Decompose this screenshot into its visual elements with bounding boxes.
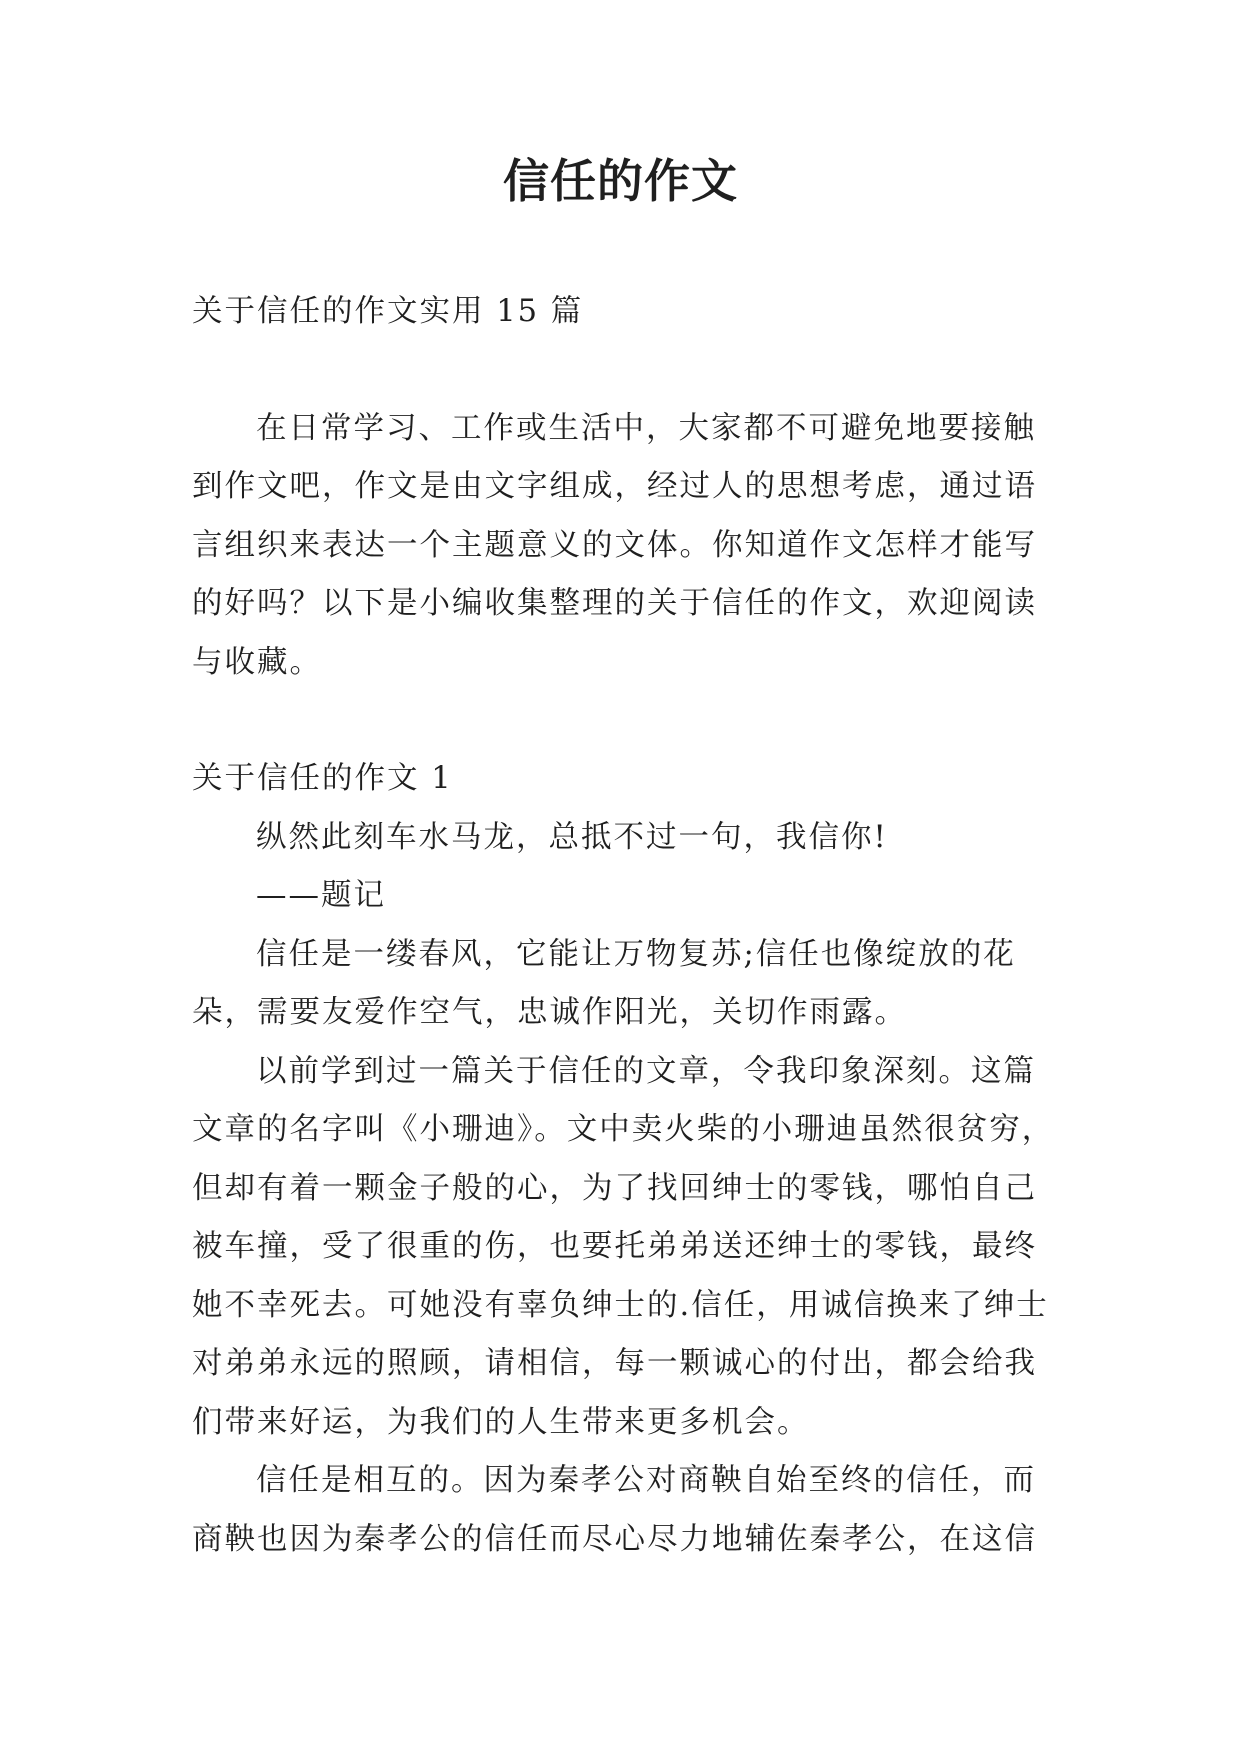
intro-paragraph: 在日常学习、工作或生活中，大家都不可避免地要接触到作文吧，作文是由文字组成，经过人的思想考虑，通过语言组织来表达一个主题意义的文体。你知道作文怎样才能写的好吗？以下是小编收集整理的关于信任的作文，欢迎阅读与收藏。 (192, 410, 1037, 680)
document-body (192, 283, 1062, 1569)
document-title: 信任的作文 (503, 154, 738, 208)
epigraph-signature: ——题记 (256, 878, 386, 913)
body-paragraph: 信任是一缕春风，它能让万物复苏;信任也像绽放的花朵，需要友爱作空气，忠诚作阳光，关切作雨露。 (192, 936, 1016, 1030)
body-paragraph: 以前学到过一篇关于信任的文章，令我印象深刻。这篇文章的名字叫《小珊迪》。文中卖火柴的小珊迪虽然很贫穷，但却有着一颗金子般的心，为了找回绅士的零钱，哪怕自己被车撞，受了很重的伤，也要托弟弟送还绅士的零钱，最终她不幸死去。可她没有辜负绅士的.信任，用诚信换来了绅士对弟弟永远的照顾，请相信，每一颗诚心的付出，都会给我们带来好运，为我们的人生带来更多机会。 (192, 1053, 1055, 1440)
epigraph: 纵然此刻车水马龙，总抵不过一句，我信你! (256, 819, 888, 855)
document-subtitle: 关于信任的作文实用 15 篇 (192, 294, 584, 329)
section-heading: 关于信任的作文 1 (192, 761, 453, 796)
body-paragraph: 信任是相互的。因为秦孝公对商鞅自始至终的信任，而商鞅也因为秦孝公的信任而尽心尽力地辅佐秦孝公，在这信 (192, 1463, 1037, 1557)
